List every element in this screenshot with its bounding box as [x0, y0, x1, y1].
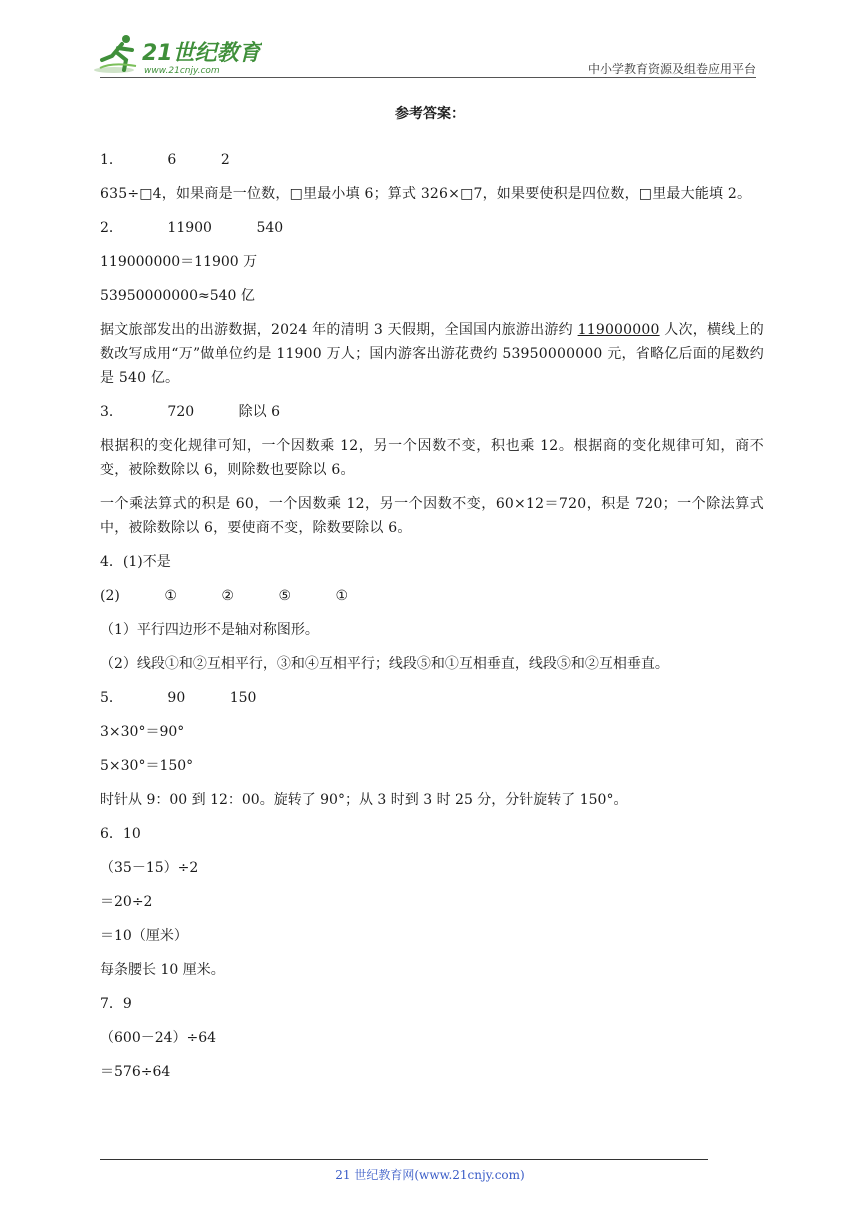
site-logo [92, 30, 262, 78]
answer-line: 根据积的变化规律可知，一个因数乘 12，另一个因数不变，积也乘 12。根据商的变化规律可知，商不变，被除数除以 6，则除数也要除以 6。 [100, 438, 764, 478]
logo-url: www.21cnjy.com [144, 66, 220, 76]
underlined-number: 119000000 [577, 322, 660, 338]
answer-line: 5×30°＝150° [100, 758, 194, 774]
logo-title: 21世纪教育 [142, 41, 261, 66]
answer-line: 每条腰长 10 厘米。 [100, 962, 225, 978]
answer-line: 一个乘法算式的积是 60，一个因数乘 12，另一个因数不变，60×12＝720，积是 720；一个除法算式中，被除数除以 6，要使商不变，除数要除以 6。 [100, 496, 764, 536]
answer-line: ＝20÷2 [100, 894, 153, 910]
page-title: 参考答案： [395, 106, 465, 122]
answer-line: 3． 720 除以 6 [100, 404, 280, 420]
answer-line: 6．10 [100, 826, 141, 842]
answer-line: （1）平行四边形不是轴对称图形。 [100, 622, 319, 638]
answer-line: 1． 6 2 [100, 152, 230, 168]
explanation-paragraph [100, 318, 764, 390]
answer-line: （2）线段①和②互相平行，③和④互相平行；线段⑤和①互相垂直，线段⑤和②互相垂直。 [100, 656, 669, 672]
answer-line: ＝10（厘米） [100, 928, 188, 944]
answer-line: (2) ① ② ⑤ ① [100, 588, 349, 604]
header-divider [100, 77, 756, 78]
answer-line: 119000000＝11900 万 [100, 254, 258, 270]
answer-line: 53950000000≈540 亿 [100, 288, 255, 304]
answer-line: 3×30°＝90° [100, 724, 185, 740]
answer-line: 7．9 [100, 996, 132, 1012]
footer-link[interactable]: 21 世纪教育网(www.21cnjy.com) [335, 1168, 525, 1182]
answer-content [100, 148, 764, 1094]
answer-line: ＝576÷64 [100, 1064, 171, 1080]
answer-line: 635÷□4，如果商是一位数，□里最小填 6；算式 326×□7，如果要使积是四位数，□里最大能填 2。 [100, 186, 752, 202]
answer-line: 4．(1)不是 [100, 554, 171, 570]
footer-divider [100, 1159, 708, 1160]
platform-name: 中小学教育资源及组卷应用平台 [587, 62, 756, 76]
answer-line: 5． 90 150 [100, 690, 257, 706]
para-text-after: 人次，横线上的数改写成用“万”做单位约是 11900 万人；国内游客出游花费约 53950000000 元，省略亿后面的尾数约是 540 亿。 [100, 322, 764, 386]
answer-line: （600－24）÷64 [100, 1030, 217, 1046]
runner-logo-icon [92, 30, 262, 78]
answer-line: 时针从 9：00 到 12：00。旋转了 90°；从 3 时到 3 时 25 分，分针旋转了 150°。 [100, 792, 628, 808]
para-text-before: 据文旅部发出的出游数据，2024 年的清明 3 天假期，全国国内旅游出游约 [100, 322, 578, 338]
answer-line: 2． 11900 540 [100, 220, 284, 236]
answer-line: （35－15）÷2 [100, 860, 199, 876]
